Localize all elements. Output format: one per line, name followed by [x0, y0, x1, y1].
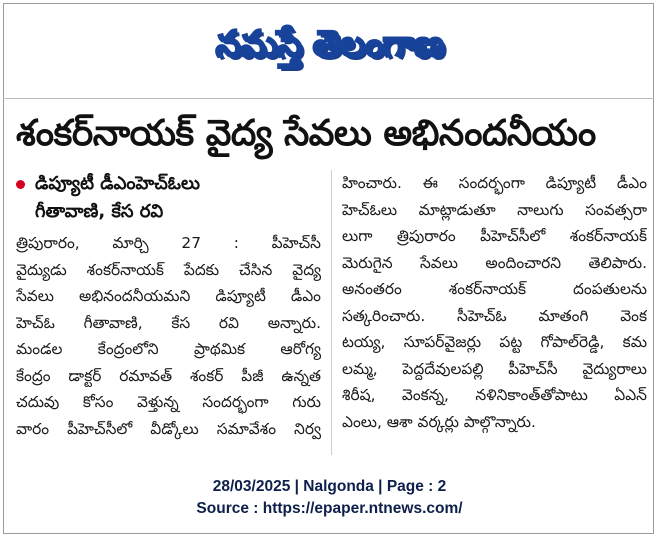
article-headline: శంకర్‌నాయక్ వైద్య సేవలు అభినందనీయం [16, 113, 596, 154]
body-line: చదువు కోసం వెళ్తున్న సందర్భంగా గురు [16, 393, 321, 411]
body-line: లుగా త్రిపురారం పీహెచ్‌సీలో శంకర్‌నాయక్ [342, 227, 647, 245]
body-line: టయ్య, సూపర్‌వైజర్లు పట్ట గోపాల్‌రెడ్డి, కమ [342, 333, 647, 351]
body-line: కేంద్రం డాక్టర్ రమావత్ శంకర్ పీజీ ఉన్నత [16, 366, 321, 385]
body-line: లమ్మ, పెద్దదేవులపల్లి పీహెచ్‌సీ వైద్యురాలు [342, 359, 647, 378]
body-line: వైద్యుడు శంకర్‌నాయక్ పేదకు చేసిన వైద్య [16, 260, 321, 279]
body-line: హించారు. ఈ సందర్భంగా డిప్యూటీ డీఎం [342, 174, 647, 192]
masthead-title: నమస్తే తెలంగాణ [215, 24, 444, 65]
byline-line-2: గీతావాణి, కేస రవి [35, 201, 164, 222]
body-line: హెచ్‌ఓ గీతావాణి, కేస రవి అన్నారు. [16, 313, 321, 332]
article-column-left [16, 170, 321, 460]
byline-line-1: డిప్యూటీ డీఎంహెచ్‌ఓలు [35, 173, 200, 194]
body-line: త్రిపురారం, మార్చి 27 : పీహెచ్‌సీ [16, 234, 321, 252]
footer-meta: 28/03/2025 | Nalgonda | Page : 2 [212, 478, 447, 495]
body-line: హెచ్‌ఓలు మాట్లాడుతూ నాలుగు సంవత్సరా [342, 200, 647, 219]
footer-source: Source : https://epaper.ntnews.com/ [196, 500, 463, 517]
column-divider [331, 170, 332, 455]
article-byline [16, 170, 321, 226]
masthead-divider [3, 98, 654, 99]
article-column-right [342, 170, 647, 460]
body-line: వారం పీహెచ్‌సీలో వీడ్కోలు సమావేశం నిర్వ [16, 419, 321, 438]
bullet-icon [16, 180, 25, 189]
body-line: సేవలు అభినందనీయమని డిప్యూటీ డీఎం [16, 287, 321, 305]
body-line: శిరీష, వెంకన్న, నళినికాంత్‌తోపాటు ఏఎన్ [342, 386, 647, 404]
body-line: అనంతరం శంకర్‌నాయక్ దంపతులను [342, 280, 647, 298]
body-line: సత్కరించారు. సీహెచ్‌ఓ మాతంగి వెంక [342, 306, 647, 325]
body-line: మెరుగైన సేవలు అందించారని తెలిపారు. [342, 253, 647, 272]
masthead-logo [100, 6, 559, 92]
body-line: మండల కేంద్రంలోని ప్రాథమిక ఆరోగ్య [16, 340, 321, 358]
body-line: ఎంలు, ఆశా వర్కర్లు పాల్గొన్నారు. [342, 412, 536, 431]
